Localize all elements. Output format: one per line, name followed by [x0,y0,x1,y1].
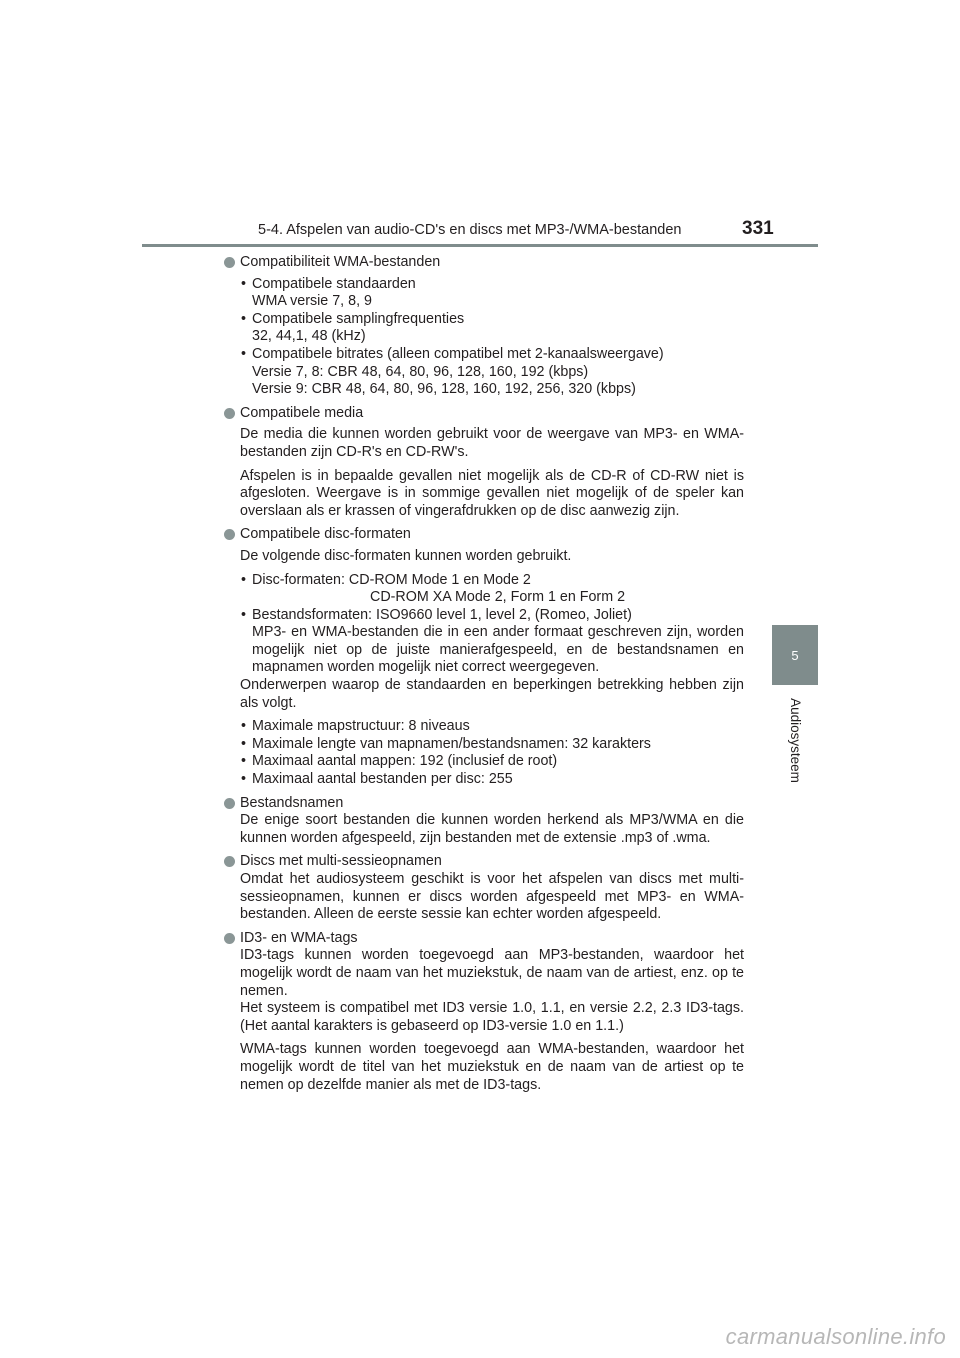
bullet-circle-icon [224,798,235,809]
item-label: • Compatibele standaarden [252,275,416,292]
list-item: • Maximale lengte van mapnamen/bestandsnamen: 32 karakters [240,736,744,754]
bullet-circle-icon [224,856,235,867]
bullet-circle-icon [224,933,235,944]
item-value: WMA versie 7, 8, 9 [252,293,372,310]
item-label: • Disc-formaten: CD-ROM Mode 1 en Mode 2 [252,571,531,588]
section-compatible-media [224,405,744,521]
section-wma-compatibility [224,254,744,399]
list-item [240,276,744,311]
section-disc-formats [224,526,744,788]
paragraph: Het systeem is compatibel met ID3 versie 1.0, 1.1, en versie 2.2, 2.3 ID3-tags. (Het aantal karakters is gebaseerd op ID3-versie 1.0 en 1.1.) [240,1000,744,1034]
item-label: • Compatibele bitrates (alleen compatibel met 2-kanaalsweergave) [252,345,664,362]
bullet-circle-icon [224,408,235,419]
chapter-tab [772,625,818,685]
item-label: • Bestandsformaten: ISO9660 level 1, level 2, (Romeo, Joliet) [252,606,632,623]
list-item [240,346,744,399]
section-filenames [224,795,744,848]
header-section-title: 5-4. Afspelen van audio-CD's en discs met MP3-/WMA-bestanden [258,222,682,238]
paragraph: Omdat het audiosysteem geschikt is voor het afspelen van discs met multi-sessieopnamen, kunnen er discs worden afgespeeld met MP3- en WMA-bestanden. Alleen de eerste sessie kan echter worden afgespeeld. [240,871,744,923]
paragraph: Afspelen is in bepaalde gevallen niet mogelijk als de CD-R of CD-RW niet is afgesloten. Weergave is in sommige gevallen niet mogelijk of de speler kan overslaan als er krassen of vingerafdrukken op de disc aanwezig zijn. [240,467,744,519]
header-divider [142,244,818,247]
section-tags [224,930,744,1094]
paragraph: WMA-tags kunnen worden toegevoegd aan WMA-bestanden, waardoor het mogelijk wordt de titel van het muziekstuk en de naam van de artiest op te nemen op dezelfde manier als met de ID3-tags. [240,1041,744,1093]
list-item: • Maximale mapstructuur: 8 niveaus [240,718,744,736]
format-list [240,572,744,678]
chapter-label: Audiosysteem [787,697,803,783]
section-heading: ID3- en WMA-tags [240,929,358,946]
paragraph: De enige soort bestanden die kunnen worden herkend als MP3/WMA en die kunnen worden afgespeeld, zijn bestanden met de extensie .mp3 of .wma. [240,812,744,846]
chapter-label-container [770,690,820,790]
list-item: • Maximaal aantal mappen: 192 (inclusief de root) [240,753,744,771]
list-item [240,607,744,677]
section-heading: Discs met multi-sessieopnamen [240,853,442,870]
list-item: • Maximaal aantal bestanden per disc: 255 [240,771,744,789]
item-value: 32, 44,1, 48 (kHz) [252,328,366,345]
item-note: MP3- en WMA-bestanden die in een ander formaat geschreven zijn, worden mogelijk niet op de juiste manierafgespeeld, en de bestandsnamen en mapnamen worden mogelijk niet correct weergegeven. [252,624,744,676]
bullet-circle-icon [224,257,235,268]
item-label: • Compatibele samplingfrequenties [252,310,465,327]
paragraph: ID3-tags kunnen worden toegevoegd aan MP3-bestanden, waardoor het mogelijk wordt de naam van het muziekstuk, de naam van de artiest, enz. op te nemen. [240,947,744,999]
paragraph: De volgende disc-formaten kunnen worden gebruikt. [240,547,572,564]
page-number: 331 [742,218,774,239]
watermark-logo: carmanualsonline.info [725,1324,946,1349]
section-multisession [224,853,744,923]
page-content [224,254,744,1100]
paragraph: Onderwerpen waarop de standaarden en beperkingen betrekking hebben zijn als volgt. [240,677,744,711]
spec-list [240,276,744,399]
section-heading: Bestandsnamen [240,794,344,811]
limits-list [240,718,744,788]
item-value: Versie 7, 8: CBR 48, 64, 80, 96, 128, 160, 192 (kbps) [252,363,589,380]
paragraph: De media die kunnen worden gebruikt voor de weergave van MP3- en WMA-bestanden zijn CD-R's en CD-RW's. [240,426,744,460]
bullet-circle-icon [224,529,235,540]
list-item [240,311,744,346]
item-value: Versie 9: CBR 48, 64, 80, 96, 128, 160, 192, 256, 320 (kbps) [252,381,636,398]
section-heading: Compatibiliteit WMA-bestanden [240,254,441,270]
section-heading: Compatibele disc-formaten [240,526,411,543]
chapter-number: 5 [791,647,799,663]
section-heading: Compatibele media [240,404,364,421]
list-item [240,572,744,607]
item-value: CD-ROM XA Mode 2, Form 1 en Form 2 [370,589,626,606]
